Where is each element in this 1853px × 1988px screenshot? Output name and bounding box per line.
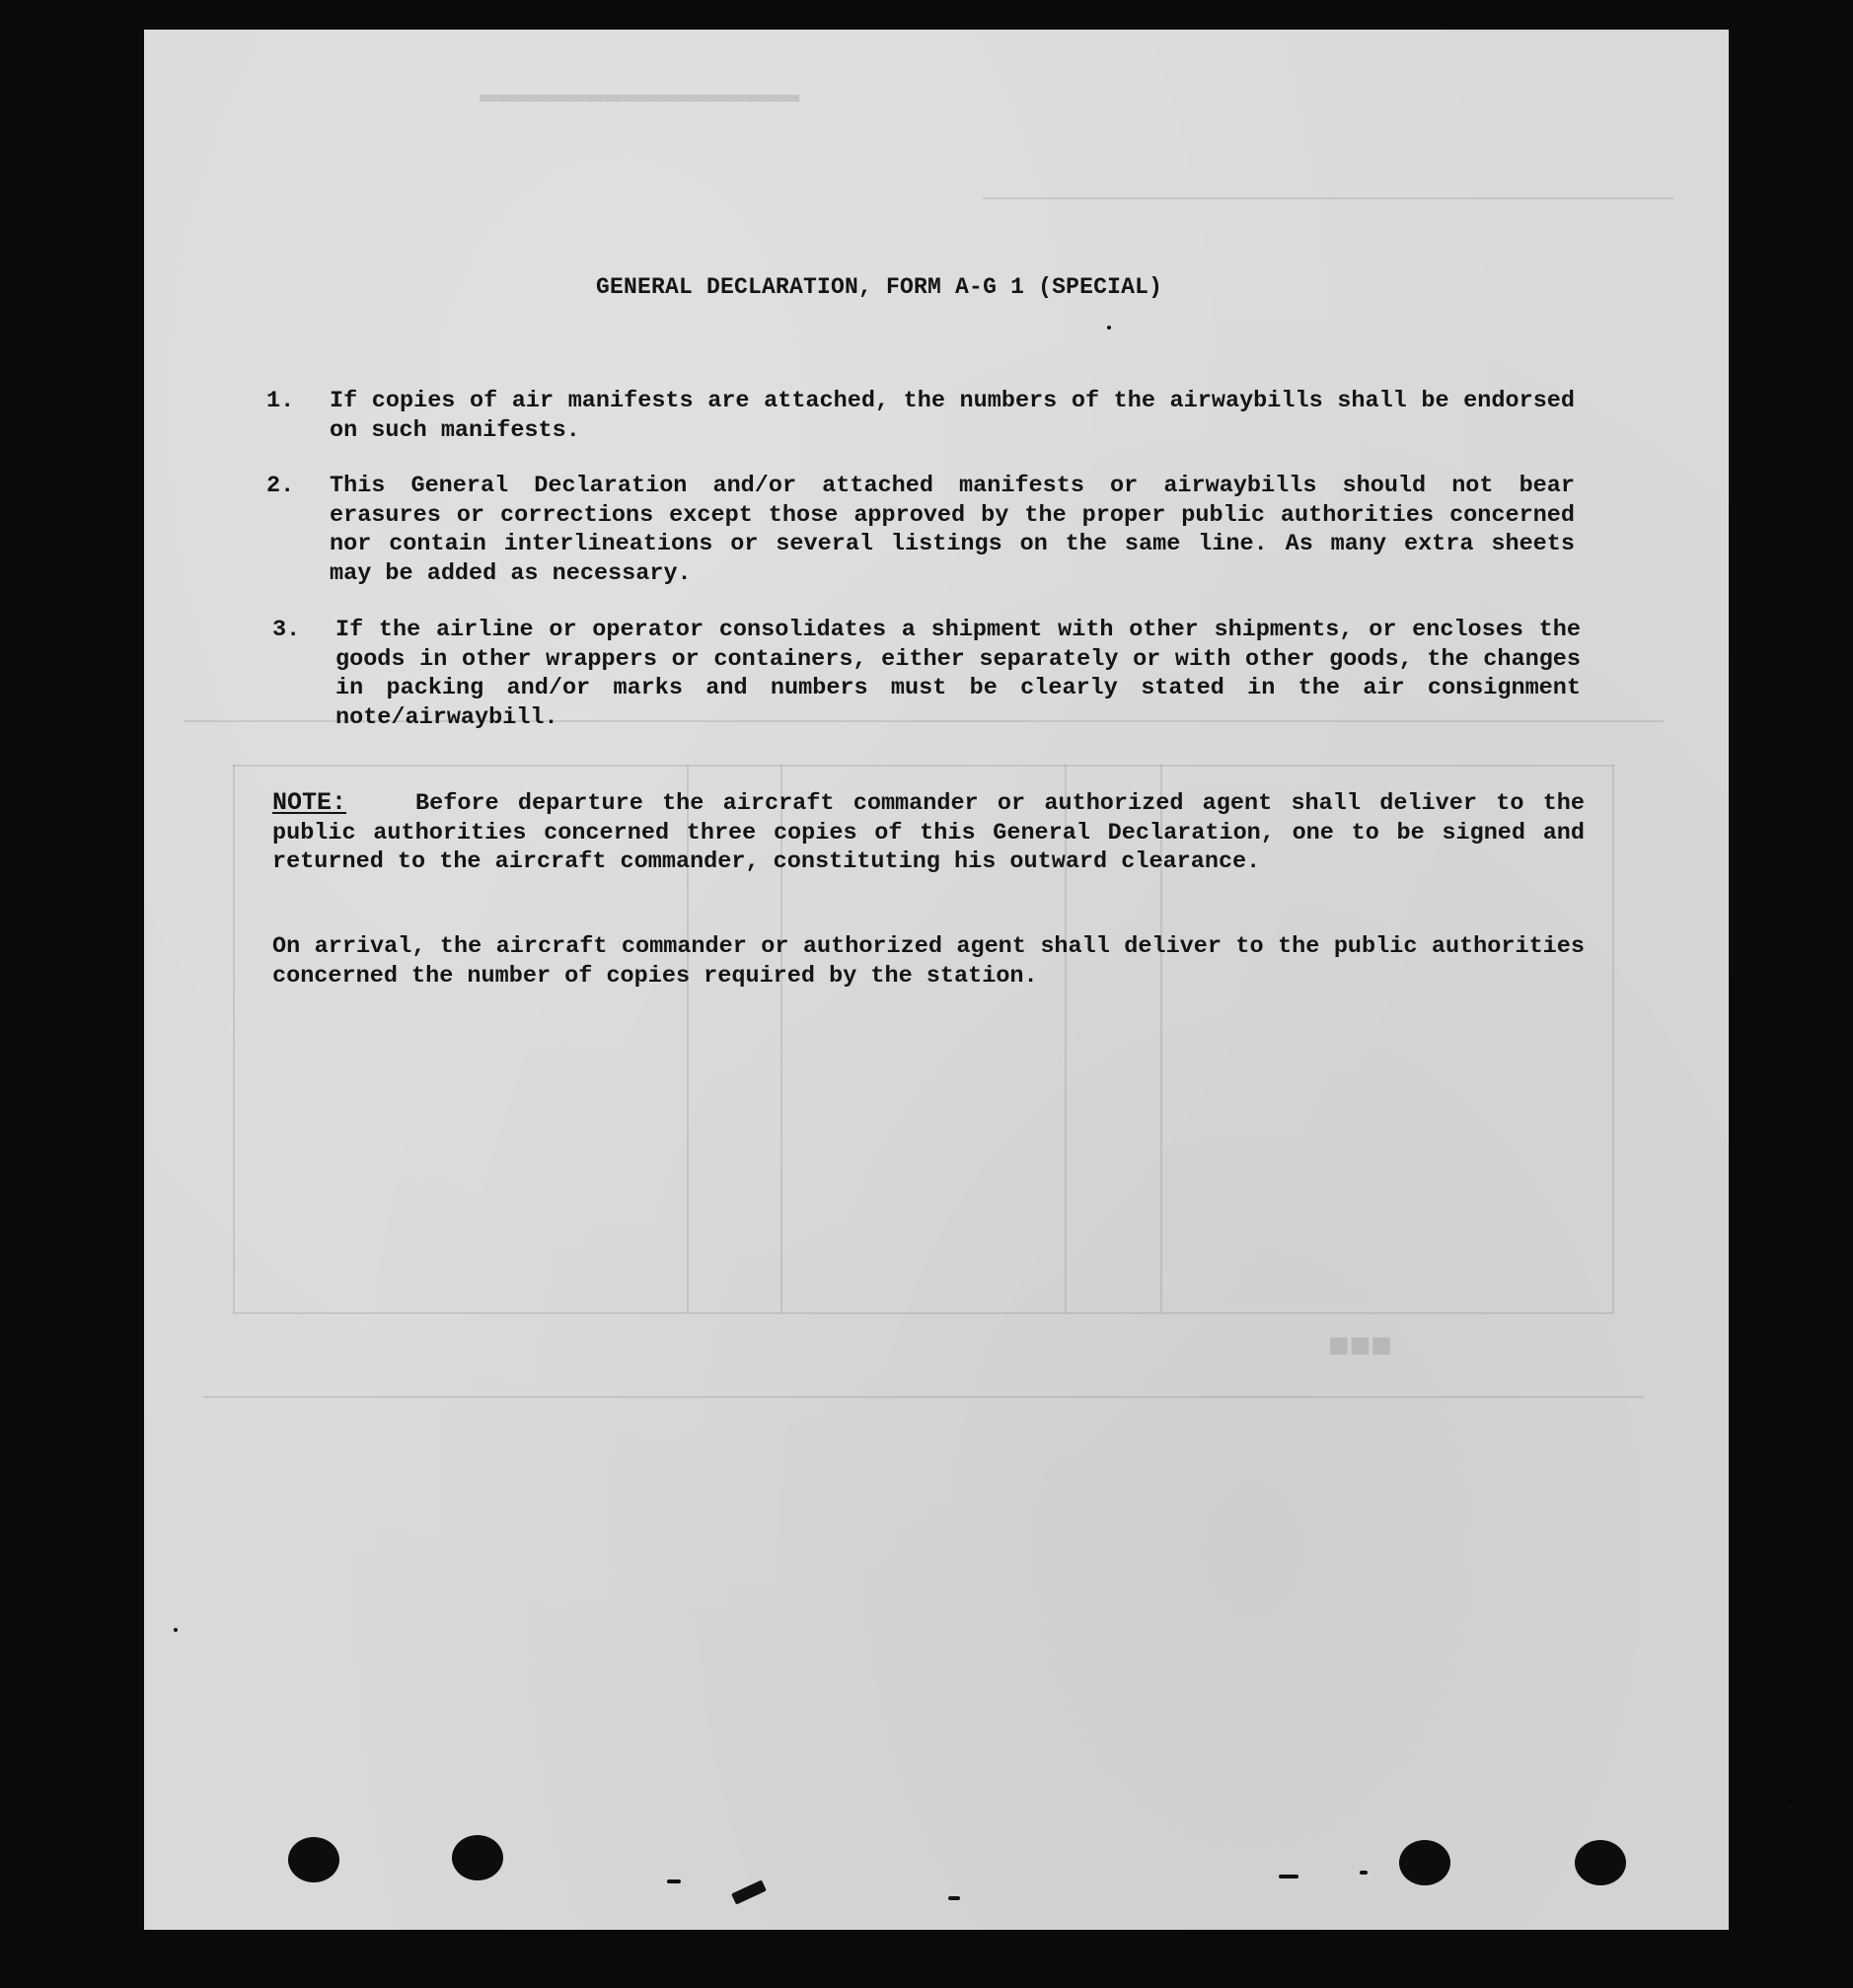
note-text: Before departure the aircraft commander or authorized agent shall deliver to the public authorities concerned three copies of this General Declaration, one to be signed and returned to the aircraft commander, constituting his outward clearance. (272, 790, 1585, 875)
item-text: This General Declaration and/or attached manifests or airwaybills should not bear erasures or corrections except those approved by the proper public authorities concerned nor contain interlineations or several listings on the same line. As many extra sheets may be added as necessary. (330, 473, 1575, 587)
speck (1788, 1805, 1792, 1809)
bleed-through-box (1612, 765, 1614, 1312)
speck (1107, 326, 1111, 330)
speck (1360, 1871, 1368, 1875)
bleed-through-box (233, 1312, 1614, 1314)
form-title: GENERAL DECLARATION, FORM A-G 1 (SPECIAL) (596, 274, 1163, 300)
punch-hole (452, 1835, 503, 1880)
speck (667, 1879, 681, 1883)
bleed-through-box (233, 765, 235, 1312)
note-paragraph (272, 788, 1585, 877)
speck (1821, 1677, 1825, 1681)
bleed-through-box (233, 765, 1614, 767)
item-number: 1. (266, 388, 295, 414)
document-page (144, 30, 1729, 1930)
bleed-through-text: ▬▬▬▬▬▬▬▬▬▬▬▬▬▬▬▬▬▬ (480, 79, 800, 112)
speck (174, 1628, 178, 1632)
speck (948, 1896, 960, 1900)
punch-hole (1399, 1840, 1450, 1885)
speck (731, 1879, 767, 1904)
note-label: NOTE: (272, 788, 347, 817)
item-text: If copies of air manifests are attached, the numbers of the airwaybills shall be endorsed on such manifests. (330, 388, 1575, 444)
arrival-paragraph: On arrival, the aircraft commander or authorized agent shall deliver to the public authorities concerned the number of copies required by the station. (272, 933, 1585, 990)
bleed-through-number: ■■■ (1328, 1327, 1392, 1367)
speck (1279, 1875, 1298, 1878)
punch-hole (288, 1837, 339, 1882)
bleed-through-line (983, 197, 1673, 199)
item-number: 2. (266, 473, 295, 499)
item-number: 3. (272, 617, 301, 643)
item-text: If the airline or operator consolidates a shipment with other shipments, or encloses the goods in other wrappers or containers, either separately or with other goods, the changes in packing and/or marks and numbers must be clearly stated in the air consignment note/airwaybill. (335, 617, 1581, 731)
punch-hole (1575, 1840, 1626, 1885)
bleed-through-line (203, 1396, 1644, 1398)
